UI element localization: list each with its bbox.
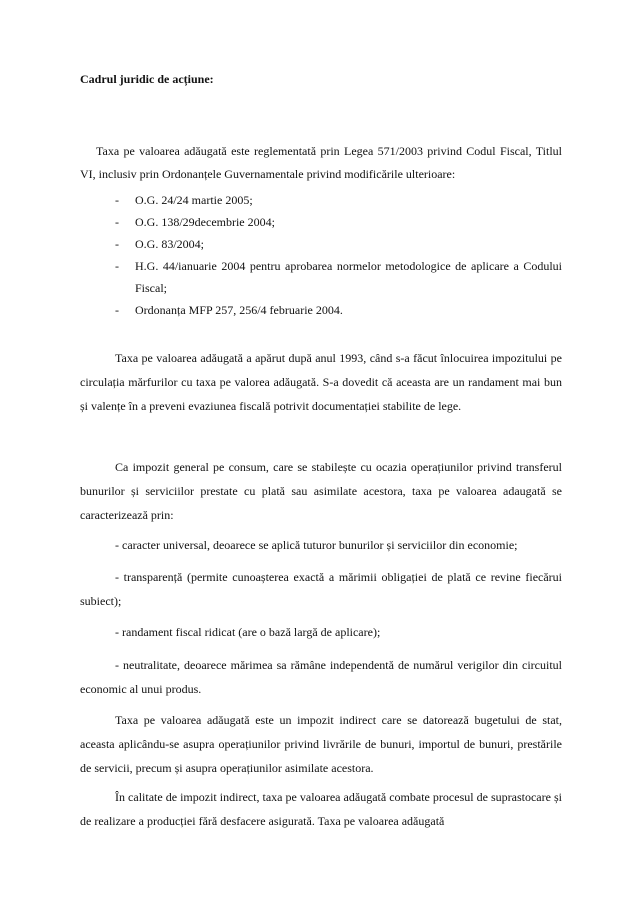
ordinance-list [115,189,562,321]
list-item [115,299,562,321]
list-item-text: O.G. 138/29decembrie 2004; [135,215,275,229]
list-dash: - [115,303,119,317]
list-item-text: Ordonanța MFP 257, 256/4 februarie 2004. [135,303,343,317]
list-item [115,189,562,211]
list-item-text: H.G. 44/ianuarie 2004 pentru aprobarea normelor metodologice de aplicare a Codului Fiscal; [135,259,562,295]
list-item-text: O.G. 83/2004; [135,237,204,251]
list-item [115,255,562,299]
section-heading: Cadrul juridic de acțiune: [80,72,214,86]
list-item-text: O.G. 24/24 martie 2005; [135,193,253,207]
intro-paragraph: Taxa pe valoarea adăugată este reglementată prin Legea 571/2003 privind Codul Fiscal, Titlul VI, inclusiv prin Ordonanțele Guvernamentale privind modificările ulterioare: [80,144,562,181]
quality-paragraph: În calitate de impozit indirect, taxa pe valoarea adăugată combate procesul de suprastocare și de realizare a producției fără desfacere asigurată. Taxa pe valoarea adăugată [80,790,562,828]
list-dash: - [115,193,119,207]
list-dash: - [115,215,119,229]
indirect-tax-paragraph: Taxa pe valoarea adăugată este un impozit indirect care se datorează bugetului de stat, aceasta aplicându-se asupra operațiunilor privind livrările de bunuri, importul de bunuri, prestările de servicii, precum și asupra operațiunilor asimilate acestora. [80,713,562,775]
feature-item-neutrality: - neutralitate, deoarece mărimea sa rămâne independentă de numărul verigilor din circuitul economic al unui produs. [80,658,562,696]
list-dash: - [115,237,119,251]
list-item [115,211,562,233]
feature-item-yield: - randament fiscal ridicat (are o bază largă de aplicare); [115,625,381,639]
general-paragraph: Ca impozit general pe consum, care se stabilește cu ocazia operațiunilor privind transferul bunurilor și serviciilor prestate cu plată sau asimilate acestora, taxa pe valoarea adaugată se caracterizează prin: [80,460,562,522]
feature-item-universal: - caracter universal, deoarece se aplică tuturor bunurilor și serviciilor din economie; [115,538,518,552]
list-dash: - [115,259,119,273]
feature-item-transparency: - transparență (permite cunoașterea exactă a mărimii obligației de plată ce revine fiecărui subiect); [80,570,562,608]
history-paragraph: Taxa pe valoarea adăugată a apărut după anul 1993, când s-a făcut înlocuirea impozitului pe circulația mărfurilor cu taxa pe valorea adăugată. S-a dovedit că aceasta are un randament mai bun și valențe în a preveni evaziunea fiscală potrivit documentației stabilite de lege. [80,351,562,413]
list-item [115,233,562,255]
